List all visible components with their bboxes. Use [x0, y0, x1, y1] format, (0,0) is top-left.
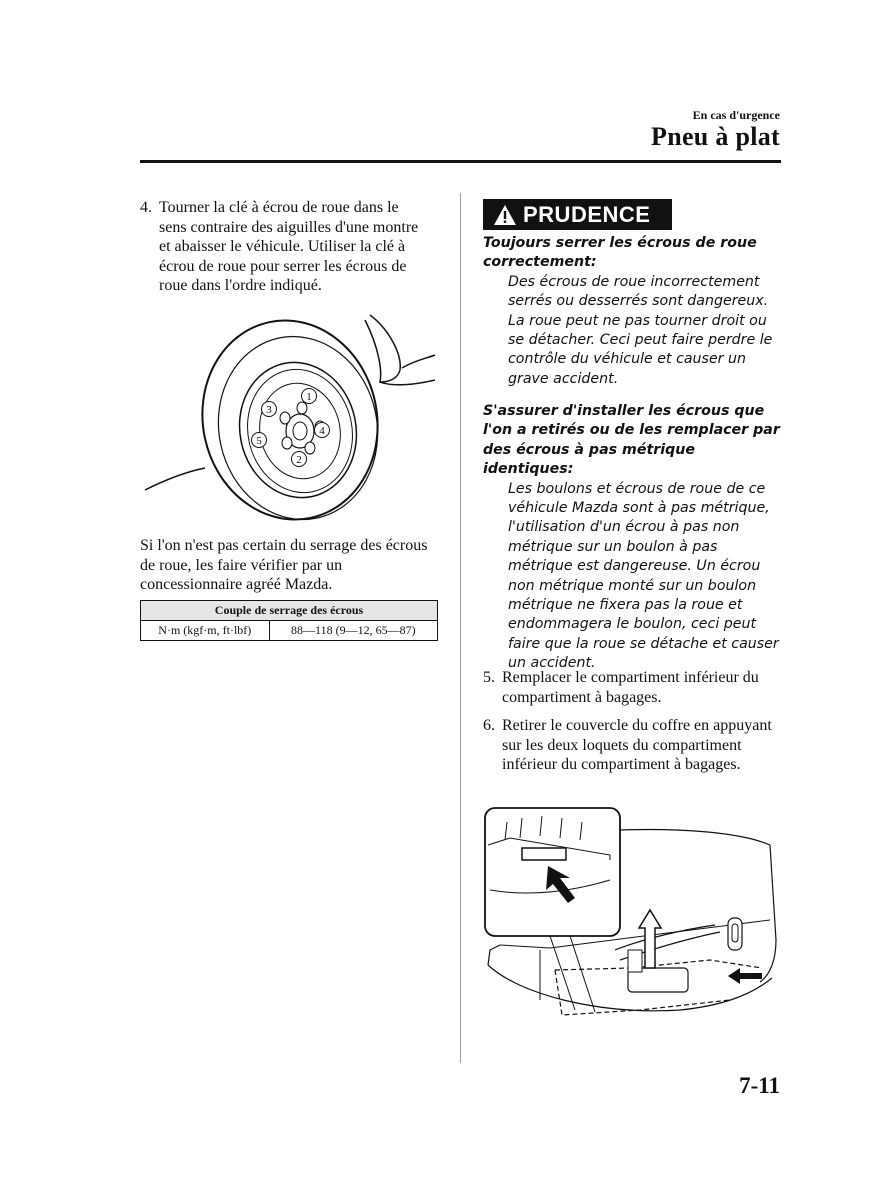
caution-heading: Toujours serrer les écrous de roue correctement:: [483, 235, 757, 271]
caution-body: Des écrous de roue incorrectement serrés ou desserrés sont dangereux. La roue peut ne pas tourner droit ou se détacher. Ceci peut faire perdre le contrôle du véhicule et causer un grave accident.: [508, 273, 773, 387]
step-4: [140, 198, 430, 296]
step-5: [483, 668, 783, 707]
torque-value-cell: 88—118 (9—12, 65—87): [269, 621, 437, 641]
nut-label-3: 3: [266, 404, 272, 416]
step-text: Retirer le couvercle du coffre en appuyant sur les deux loquets du compartiment inférieur du compartiment à bagages.: [502, 717, 772, 773]
torque-table: [140, 600, 438, 641]
caution-heading: S'assurer d'installer les écrous que l'on a retirés ou de les remplacer par des écrous à pas métrique identiques:: [483, 403, 780, 478]
caution-label: PRUDENCE: [523, 201, 651, 227]
torque-note: Si l'on n'est pas certain du serrage des écrous de roue, les faire vérifier par un concessionnaire agréé Mazda.: [140, 537, 428, 593]
step-number: 6.: [483, 717, 495, 734]
column-divider: [460, 193, 461, 1063]
page-number: 7-11: [739, 1073, 780, 1098]
step-number: 4.: [140, 199, 152, 216]
caution-item-2: [483, 402, 783, 674]
step-number: 5.: [483, 669, 495, 686]
caution-body: Les boulons et écrous de roue de ce véhicule Mazda sont à pas métrique, l'utilisation d'un écrou à pas non métrique sur un boulon à pas métrique est dangereuse. Un écrou non métrique monté sur un boulon métrique ne fixera pas la roue et endommagera le boulon, ceci peut faire que la roue se détache et causer un accident.: [508, 480, 779, 672]
nut-label-2: 2: [296, 454, 302, 466]
step-text: Tourner la clé à écrou de roue dans le sens contraire des aiguilles d'une montre et abaisser le véhicule. Utiliser la clé à écrou de roue pour serrer les écrous de roue dans l'ordre indiqué.: [159, 199, 419, 294]
warning-triangle-icon: [493, 204, 517, 226]
step-6: [483, 716, 783, 775]
trunk-latch-figure: [480, 800, 780, 1030]
step-text: Remplacer le compartiment inférieur du compartiment à bagages.: [502, 669, 759, 706]
section-label: En cas d'urgence: [692, 108, 780, 122]
torque-table-header: Couple de serrage des écrous: [141, 601, 438, 621]
header-rule: [140, 160, 781, 163]
wheel-nut-order-figure: [140, 310, 440, 530]
caution-item-1: [483, 234, 783, 389]
nut-label-1: 1: [306, 391, 312, 403]
nut-label-5: 5: [256, 435, 262, 447]
nut-label-4: 4: [319, 425, 325, 437]
page-title: Pneu à plat: [651, 122, 780, 151]
caution-banner: [483, 199, 672, 230]
torque-unit-cell: N·m (kgf·m, ft·lbf): [141, 621, 270, 641]
